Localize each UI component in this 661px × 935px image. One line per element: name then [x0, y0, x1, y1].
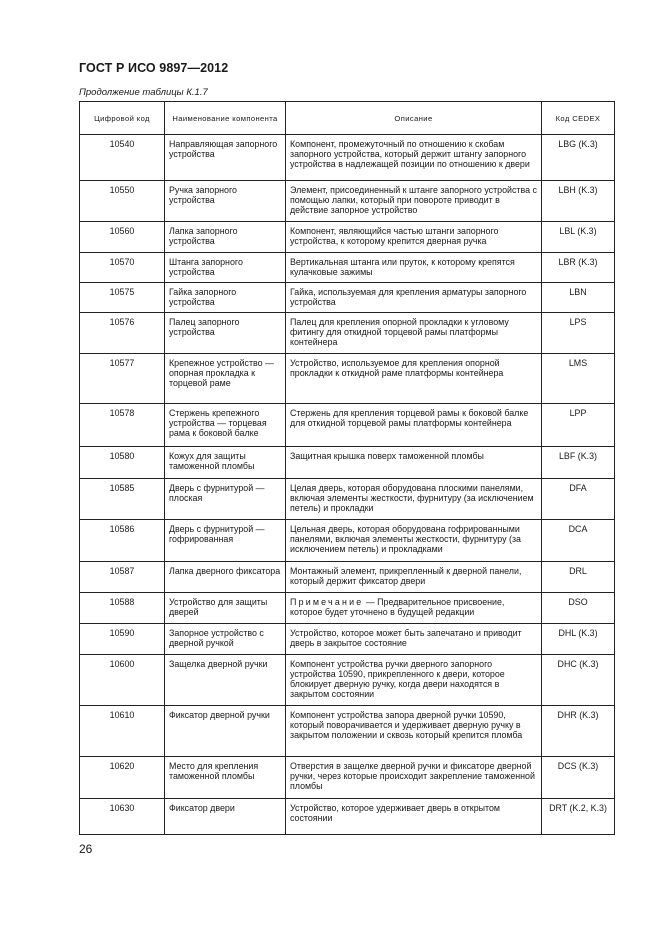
cell-code: 10580 [80, 447, 165, 479]
cell-description: Цельная дверь, которая оборудована гофрированными панелями, включая элементы жесткости, фурнитуру (за исключением петель) и прокладками [286, 520, 542, 562]
cell-name: Лапка запорного устройства [165, 222, 286, 253]
cell-description: Отверстия в защелке дверной ручки и фиксаторе дверной ручки, через которые происходит закрепление таможенной пломбы [286, 757, 542, 799]
cell-code: 10577 [80, 354, 165, 404]
cell-name: Ручка запорного устройства [165, 181, 286, 222]
cell-cedex: LPP [542, 404, 615, 447]
cell-cedex: DHR (K.3) [542, 706, 615, 757]
cell-code: 10570 [80, 253, 165, 283]
cell-cedex: LBR (K.3) [542, 253, 615, 283]
table-row [80, 283, 615, 313]
column-header-description: Описание [286, 102, 542, 135]
cell-description: Стержень для крепления торцевой рамы к боковой балке для откидной торцевой рамы платформы контейнера [286, 404, 542, 447]
cell-code: 10560 [80, 222, 165, 253]
note-label: Примечание [290, 597, 364, 607]
page-number: 26 [79, 842, 93, 856]
cell-description [286, 593, 542, 624]
cell-code: 10576 [80, 313, 165, 354]
cell-name: Фиксатор двери [165, 799, 286, 835]
table-row [80, 655, 615, 706]
note-text: — Предварительное присвоение, которое будет уточнено в будущей редакции [290, 597, 505, 617]
cell-code: 10578 [80, 404, 165, 447]
table-row [80, 757, 615, 799]
document-title: ГОСТ Р ИСО 9897—2012 [79, 61, 229, 75]
cell-cedex: LBN [542, 283, 615, 313]
cell-name: Штанга запорного устройства [165, 253, 286, 283]
cell-cedex: LMS [542, 354, 615, 404]
table-row [80, 624, 615, 655]
cell-code: 10585 [80, 479, 165, 520]
cell-name: Дверь с фурнитурой — плоская [165, 479, 286, 520]
cell-cedex: LBH (K.3) [542, 181, 615, 222]
cell-description: Компонент, промежуточный по отношению к скобам запорного устройства, который держит штангу запорного устройства в надлежащей позиции по отношению к двери [286, 135, 542, 181]
cell-description: Устройство, которое может быть запечатано и приводит дверь в закрытое состояние [286, 624, 542, 655]
cell-cedex: DSO [542, 593, 615, 624]
cell-code: 10575 [80, 283, 165, 313]
component-table [79, 101, 615, 835]
cell-cedex: LPS [542, 313, 615, 354]
table-row [80, 520, 615, 562]
cell-cedex: DHL (K.3) [542, 624, 615, 655]
column-header-cedex: Код CEDEX [542, 102, 615, 135]
cell-cedex: DCS (K.3) [542, 757, 615, 799]
cell-name: Стержень крепежного устройства — торцевая рама к боковой балке [165, 404, 286, 447]
cell-code: 10610 [80, 706, 165, 757]
table-row [80, 135, 615, 181]
table-row [80, 593, 615, 624]
cell-cedex: DHC (K.3) [542, 655, 615, 706]
table-row [80, 313, 615, 354]
cell-cedex: DRT (K.2, K.3) [542, 799, 615, 835]
cell-cedex: LBG (K.3) [542, 135, 615, 181]
table-row [80, 181, 615, 222]
cell-description: Целая дверь, которая оборудована плоскими панелями, включая элементы жесткости, фурнитуру (за исключением петель) и прокладки [286, 479, 542, 520]
cell-code: 10600 [80, 655, 165, 706]
cell-code: 10586 [80, 520, 165, 562]
cell-name: Защелка дверной ручки [165, 655, 286, 706]
cell-cedex: DFA [542, 479, 615, 520]
cell-name: Лапка дверного фиксатора [165, 562, 286, 593]
cell-description: Вертикальная штанга или пруток, к которому крепятся кулачковые зажимы [286, 253, 542, 283]
cell-cedex: LBF (K.3) [542, 447, 615, 479]
cell-code: 10550 [80, 181, 165, 222]
column-header-code: Цифровой код [80, 102, 165, 135]
table-row [80, 799, 615, 835]
cell-description: Палец для крепления опорной прокладки к угловому фитингу для откидной торцевой рамы платформы контейнера [286, 313, 542, 354]
table-row [80, 253, 615, 283]
cell-code: 10540 [80, 135, 165, 181]
cell-name: Крепежное устройство — опорная прокладка к торцевой раме [165, 354, 286, 404]
table-row [80, 706, 615, 757]
table-caption: Продолжение таблицы К.1.7 [79, 87, 208, 98]
cell-description: Устройство, используемое для крепления опорной прокладки к откидной раме платформы контейнера [286, 354, 542, 404]
cell-description: Защитная крышка поверх таможенной пломбы [286, 447, 542, 479]
table-row [80, 404, 615, 447]
cell-cedex: DCA [542, 520, 615, 562]
cell-cedex: DRL [542, 562, 615, 593]
table-body [80, 135, 615, 835]
cell-description: Компонент устройства запора дверной ручки 10590, который поворачивается и удерживает дверную ручку в закрытом положении и сквозь который крепится пломба [286, 706, 542, 757]
table-row [80, 354, 615, 404]
table-row [80, 447, 615, 479]
column-header-name: Наименование компонента [165, 102, 286, 135]
table-header-row [80, 102, 615, 135]
cell-code: 10620 [80, 757, 165, 799]
cell-description: Элемент, присоединенный к штанге запорного устройства с помощью лапки, который при повороте приводит в действие запорное устройство [286, 181, 542, 222]
cell-name: Запорное устройство с дверной ручкой [165, 624, 286, 655]
cell-description: Монтажный элемент, прикрепленный к дверной панели, который держит фиксатор двери [286, 562, 542, 593]
cell-code: 10630 [80, 799, 165, 835]
cell-name: Кожух для защиты таможенной пломбы [165, 447, 286, 479]
cell-name: Место для крепления таможенной пломбы [165, 757, 286, 799]
cell-name: Устройство для защиты дверей [165, 593, 286, 624]
cell-name: Дверь с фурнитурой — гофрированная [165, 520, 286, 562]
cell-description: Компонент, являющийся частью штанги запорного устройства, к которому крепится дверная ручка [286, 222, 542, 253]
cell-description: Устройство, которое удерживает дверь в открытом состоянии [286, 799, 542, 835]
cell-code: 10588 [80, 593, 165, 624]
cell-name: Фиксатор дверной ручки [165, 706, 286, 757]
cell-name: Палец запорного устройства [165, 313, 286, 354]
table-row [80, 479, 615, 520]
cell-description: Компонент устройства ручки дверного запорного устройства 10590, прикрепленного к двери, которое блокирует дверную ручку, когда двери находятся в закрытом состоянии [286, 655, 542, 706]
cell-description: Гайка, используемая для крепления арматуры запорного устройства [286, 283, 542, 313]
cell-name: Гайка запорного устройства [165, 283, 286, 313]
table-row [80, 222, 615, 253]
cell-cedex: LBL (K.3) [542, 222, 615, 253]
cell-name: Направляющая запорного устройства [165, 135, 286, 181]
cell-code: 10590 [80, 624, 165, 655]
cell-code: 10587 [80, 562, 165, 593]
table-row [80, 562, 615, 593]
